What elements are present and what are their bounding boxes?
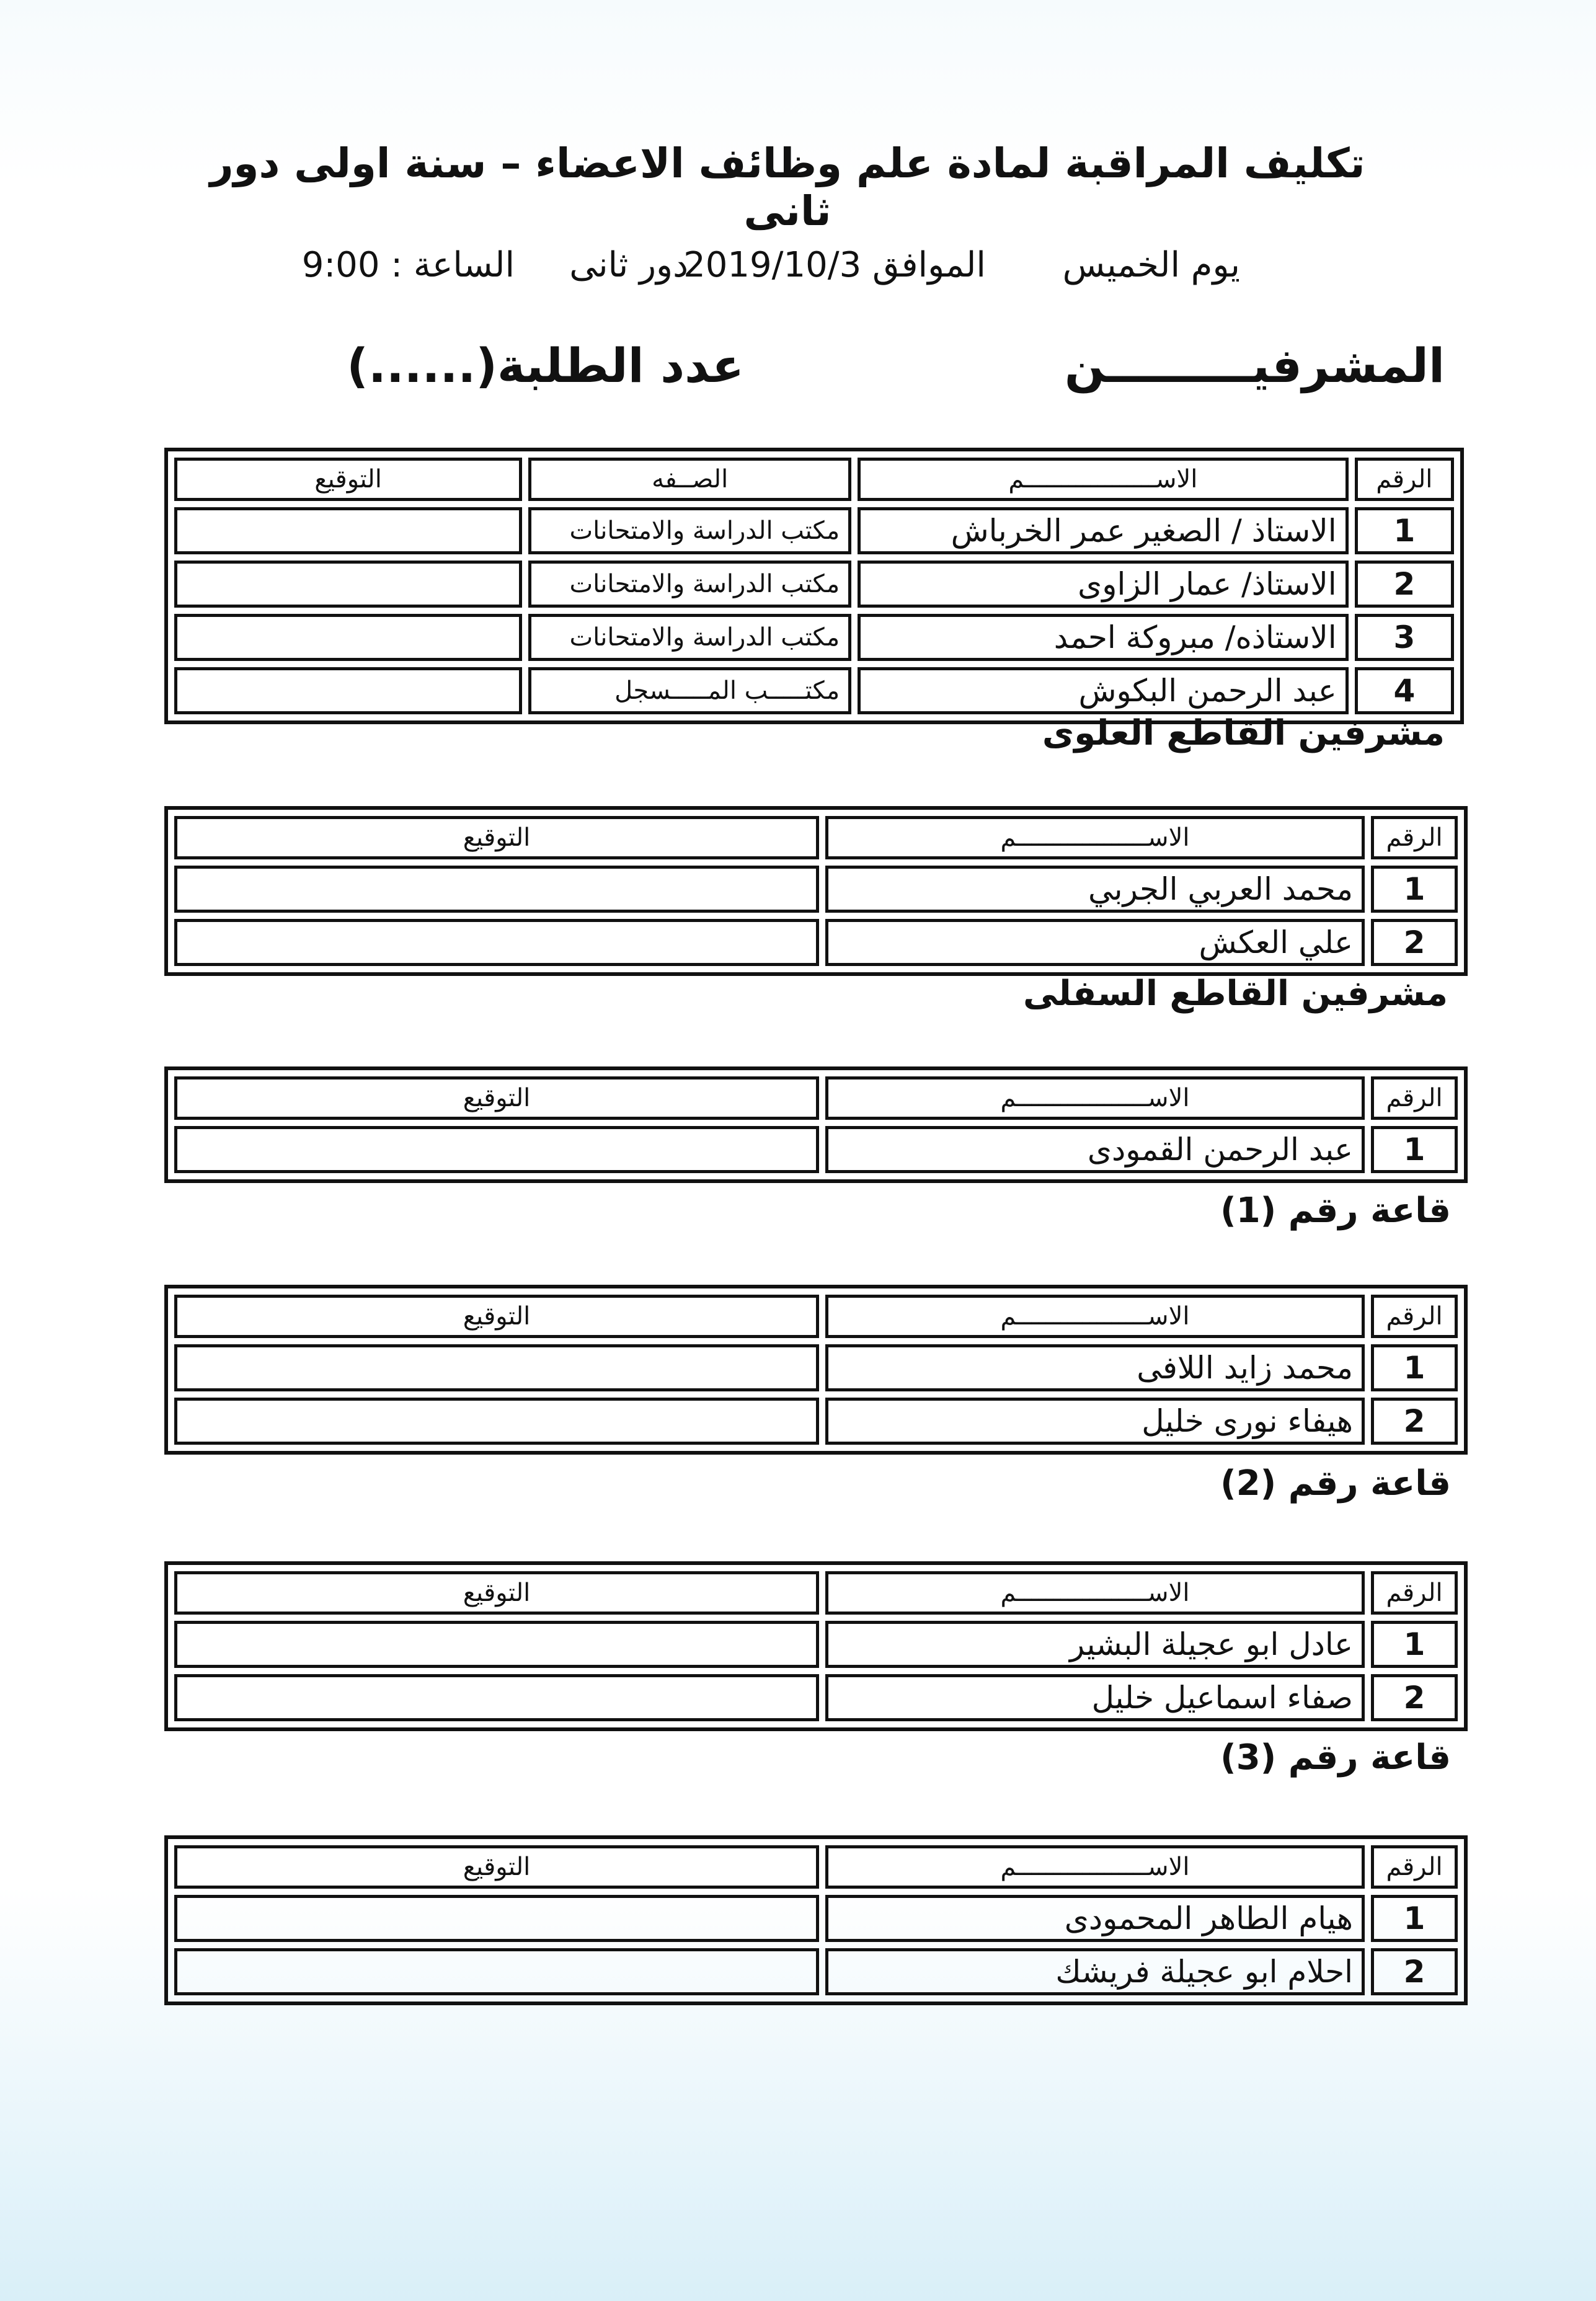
header-signature: التوقيع — [174, 1295, 819, 1338]
row-name: عادل ابو عجيلة البشير — [825, 1621, 1365, 1668]
header-name: الاســــــــــــــــــم — [858, 458, 1349, 501]
table-header-row — [174, 1845, 1458, 1889]
row-number: 2 — [1371, 1674, 1458, 1721]
row-role: مكتب الدراسة والامتحانات — [528, 561, 851, 608]
row-name: علي العكش — [825, 919, 1365, 966]
row-name: هيام الطاهر المحمودى — [825, 1895, 1365, 1942]
header-role: الصــفه — [528, 458, 851, 501]
table-header-row — [174, 1076, 1458, 1120]
row-name: عبد الرحمن البكوش — [858, 667, 1349, 714]
table-row — [174, 1948, 1458, 1995]
header-signature: التوقيع — [174, 816, 819, 859]
header-signature: التوقيع — [174, 458, 522, 501]
exam-round: دور ثانى — [569, 245, 688, 285]
signature-cell[interactable] — [174, 1344, 819, 1391]
table-row — [174, 919, 1458, 966]
header-signature: التوقيع — [174, 1076, 819, 1120]
row-name: محمد زايد اللافى — [825, 1344, 1365, 1391]
table-row — [174, 1621, 1458, 1668]
row-name: صفاء اسماعيل خليل — [825, 1674, 1365, 1721]
signature-cell[interactable] — [174, 1621, 819, 1668]
row-number: 3 — [1355, 614, 1454, 661]
header-number: الرقم — [1371, 816, 1458, 859]
row-number: 2 — [1371, 1398, 1458, 1445]
lower-sector-table — [164, 1066, 1468, 1183]
row-role: مكتـــــب المـــــسجل — [528, 667, 851, 714]
exam-time: الساعة : 9:00 — [301, 245, 515, 285]
row-name: احلام ابو عجيلة فريشك — [825, 1948, 1365, 1995]
signature-cell[interactable] — [174, 667, 522, 714]
row-number: 1 — [1371, 1621, 1458, 1668]
table-row — [174, 667, 1454, 714]
row-number: 2 — [1355, 561, 1454, 608]
document-title: تكليف المراقبة لمادة علم وظائف الاعضاء – سنة اولى دور ثانى — [210, 140, 1365, 235]
header-name: الاســــــــــــــــــم — [825, 1295, 1365, 1338]
hall-3-heading: قاعة رقم (3) — [1220, 1737, 1451, 1778]
lower-sector-heading: مشرفين القاطع السفلى — [1023, 973, 1448, 1014]
signature-cell[interactable] — [174, 1126, 819, 1173]
header-number: الرقم — [1371, 1076, 1458, 1120]
signature-cell[interactable] — [174, 561, 522, 608]
hall-3-table — [164, 1835, 1468, 2005]
signature-cell[interactable] — [174, 1398, 819, 1445]
table-row — [174, 1126, 1458, 1173]
upper-sector-heading: مشرفين القاطع العلوى — [1042, 713, 1445, 753]
row-number: 1 — [1371, 1344, 1458, 1391]
header-signature: التوقيع — [174, 1571, 819, 1615]
header-number: الرقم — [1371, 1571, 1458, 1615]
table-header-row — [174, 1295, 1458, 1338]
exam-day: يوم الخميس — [1062, 245, 1240, 285]
table-row — [174, 1344, 1458, 1391]
header-signature: التوقيع — [174, 1845, 819, 1889]
table-header-row — [174, 816, 1458, 859]
table-row — [174, 1398, 1458, 1445]
row-number: 1 — [1371, 1126, 1458, 1173]
signature-cell[interactable] — [174, 614, 522, 661]
header-number: الرقم — [1371, 1845, 1458, 1889]
row-name: هيفاء نورى خليل — [825, 1398, 1365, 1445]
header-name: الاســــــــــــــــــم — [825, 1845, 1365, 1889]
supervisors-heading: المشرفيـــــــــن — [1064, 338, 1445, 393]
table-row — [174, 614, 1454, 661]
row-number: 1 — [1371, 866, 1458, 913]
row-number: 2 — [1371, 1948, 1458, 1995]
header-name: الاســــــــــــــــــم — [825, 816, 1365, 859]
signature-cell[interactable] — [174, 1895, 819, 1942]
table-header-row — [174, 1571, 1458, 1615]
header-name: الاســــــــــــــــــم — [825, 1076, 1365, 1120]
signature-cell[interactable] — [174, 507, 522, 554]
students-count: عدد الطلبة(......) — [347, 338, 744, 393]
table-row — [174, 1674, 1458, 1721]
exam-date: الموافق 2019/10/3 — [683, 245, 986, 285]
row-name: عبد الرحمن القمودى — [825, 1126, 1365, 1173]
signature-cell[interactable] — [174, 919, 819, 966]
row-number: 1 — [1355, 507, 1454, 554]
table-row — [174, 866, 1458, 913]
row-number: 1 — [1371, 1895, 1458, 1942]
signature-cell[interactable] — [174, 866, 819, 913]
row-name: الاستاذ / الصغير عمر الخرباش — [858, 507, 1349, 554]
hall-2-table — [164, 1561, 1468, 1731]
row-role: مكتب الدراسة والامتحانات — [528, 507, 851, 554]
hall-1-heading: قاعة رقم (1) — [1220, 1190, 1451, 1231]
row-role: مكتب الدراسة والامتحانات — [528, 614, 851, 661]
table-row — [174, 507, 1454, 554]
table-header-row — [174, 458, 1454, 501]
header-number: الرقم — [1371, 1295, 1458, 1338]
row-name: الاستاذ/ عمار الزاوى — [858, 561, 1349, 608]
signature-cell[interactable] — [174, 1948, 819, 1995]
upper-sector-table — [164, 806, 1468, 976]
hall-1-table — [164, 1285, 1468, 1455]
signature-cell[interactable] — [174, 1674, 819, 1721]
hall-2-heading: قاعة رقم (2) — [1220, 1463, 1451, 1504]
row-name: الاستاذه/ مبروكة احمد — [858, 614, 1349, 661]
row-name: محمد العربي الجربي — [825, 866, 1365, 913]
header-number: الرقم — [1355, 458, 1454, 501]
table-row — [174, 1895, 1458, 1942]
row-number: 4 — [1355, 667, 1454, 714]
table-row — [174, 561, 1454, 608]
supervisors-table — [164, 448, 1464, 724]
header-name: الاســــــــــــــــــم — [825, 1571, 1365, 1615]
row-number: 2 — [1371, 919, 1458, 966]
